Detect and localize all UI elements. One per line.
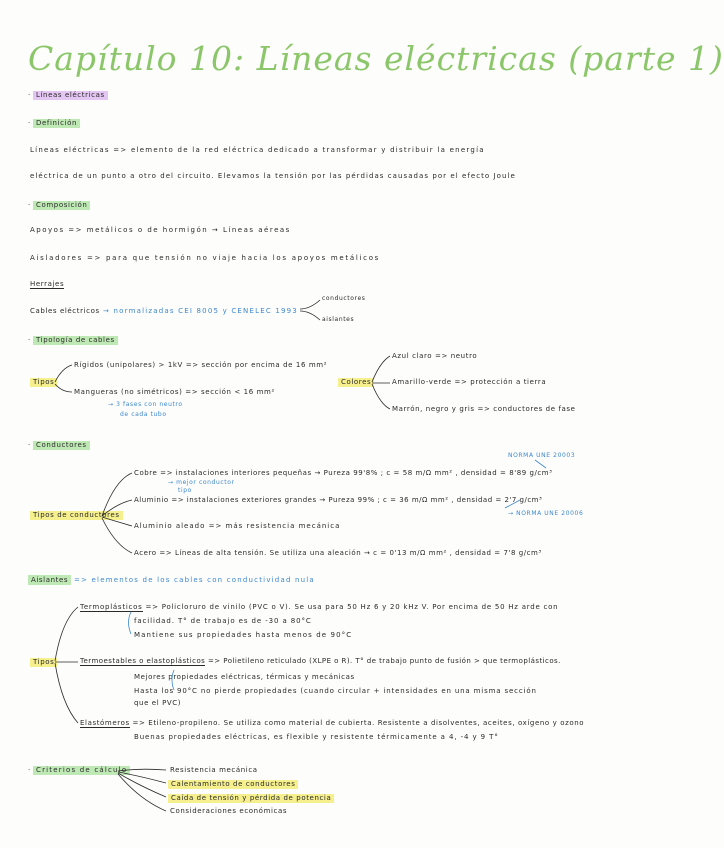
aislantes-desc: => elementos de los cables con conductividad nula (73, 576, 315, 584)
bullet: · (28, 91, 31, 99)
heading-tipologia: Tipología de cables (33, 336, 118, 345)
apoyos-line: Apoyos => metálicos o de hormigón → Líneas aéreas (30, 226, 291, 234)
heading-definicion: Definición (33, 119, 80, 128)
termoplasticos-label: Termoplásticos (80, 603, 143, 611)
cobre-note-1: → mejor conductor (168, 479, 235, 486)
bullet: · (28, 336, 31, 344)
termoestables-desc: => Polietileno reticulado (XLPE o R). T° de trabajo punto de fusión > que termoplásticos. (207, 657, 561, 665)
elastomeros-line-2: Buenas propiedades eléctricas, es flexible y resistente térmicamente a 4, -4 y 9 T° (134, 733, 499, 741)
color-amarillo: Amarillo-verde => protección a tierra (392, 378, 547, 386)
criterio-1: Resistencia mecánica (170, 766, 258, 774)
tipos-label: Tipos (30, 378, 57, 387)
heading-lineas: Líneas eléctricas (33, 91, 108, 100)
termoestables-line-4: que el PVC) (134, 699, 182, 707)
tipos-conductores-label: Tipos de conductores (30, 511, 123, 520)
elastomeros-label: Elastómeros (80, 719, 130, 727)
color-azul: Azul claro => neutro (392, 352, 478, 360)
mangueras-note-2: de cada tubo (120, 411, 167, 418)
aluminio-aleado-line: Aluminio aleado => más resistencia mecánica (134, 522, 341, 530)
cables-aislantes: aislantes (322, 316, 355, 323)
acero-line: Acero => Líneas de alta tensión. Se utiliza una aleación → c = 0'13 m/Ω mm² , densidad = 7'8 g/cm³ (134, 549, 542, 557)
heading-composicion: Composición (33, 201, 90, 210)
termoestables-line-3: Hasta los 90°C no pierde propiedades (cuando circular + intensidades en una misma sección (134, 687, 537, 695)
color-marron: Marrón, negro y gris => conductores de fase (392, 405, 576, 413)
page-title: Capítulo 10: Líneas eléctricas (parte 1) (28, 39, 724, 78)
elastomeros-desc: => Etileno-propileno. Se utiliza como material de cubierta. Resistente a disolventes, aceites, oxígeno y ozono (132, 719, 585, 727)
colores-label: Colores (338, 378, 374, 387)
heading-conductores: Conductores (33, 441, 90, 450)
termoplasticos-line-3: Mantiene sus propiedades hasta menos de 90°C (134, 631, 353, 639)
termoestables-line-2: Mejores propiedades eléctricas, térmicas y mecánicas (134, 673, 355, 681)
cables-conductores: conductores (322, 295, 366, 302)
bullet: · (28, 766, 31, 774)
cables-line: Cables eléctricos (30, 307, 100, 315)
mangueras-note-1: → 3 fases con neutro (108, 401, 183, 408)
criterio-3: Caída de tensión y pérdida de potencia (168, 794, 334, 803)
criterio-2: Calentamiento de conductores (168, 780, 298, 789)
herrajes-line: Herrajes (30, 280, 65, 288)
heading-criterios: Criterios de cálculo (33, 766, 130, 775)
mangueras-line: Mangueras (no simétricos) => sección < 16 mm² (74, 388, 275, 396)
cobre-line: Cobre => instalaciones interiores pequeñas → Pureza 99'8% ; c = 58 m/Ω mm² , densidad = 8'89 g/cm³ (134, 469, 553, 477)
rigidos-line: Rígidos (unipolares) > 1kV => sección por encima de 16 mm² (74, 361, 328, 369)
aluminio-line: Aluminio => instalaciones exteriores grandes → Pureza 99% ; c = 36 m/Ω mm² , densidad = 2'7 g/cm³ (134, 496, 543, 504)
definition-line-2: eléctrica de un punto a otro del circuito. Elevamos la tensión por las pérdidas causadas por el efecto Joule (30, 172, 516, 180)
aislantes-label: Aislantes (28, 575, 71, 585)
norma-2003: NORMA UNE 20003 (508, 452, 576, 459)
bullet: · (28, 441, 31, 449)
bullet: · (28, 119, 31, 127)
criterio-4: Consideraciones económicas (170, 807, 288, 815)
termoplasticos-line-2: facilidad. T° de trabajo es de -30 a 80°C (134, 617, 312, 625)
tipos-aislantes-label: Tipos (30, 658, 57, 667)
termoestables-label: Termoestables o elastoplásticos (80, 657, 206, 665)
cables-norma: → normalizadas CEI 8005 y CENELEC 1993 (103, 307, 298, 315)
definition-line-1: Líneas eléctricas => elemento de la red eléctrica dedicado a transformar y distribuir la energía (30, 146, 485, 154)
bullet: · (28, 201, 31, 209)
cobre-note-2: tipo (178, 487, 192, 494)
norma-2006: → NORMA UNE 20006 (508, 510, 584, 517)
termoplasticos-desc: => Policloruro de vinilo (PVC o V). Se usa para 50 Hz 6 y 20 kHz V. Por encima de 50 Hz arde con (145, 603, 559, 611)
aisladores-line: Aisladores => para que tensión no viaje hacia los apoyos metálicos (30, 254, 381, 262)
